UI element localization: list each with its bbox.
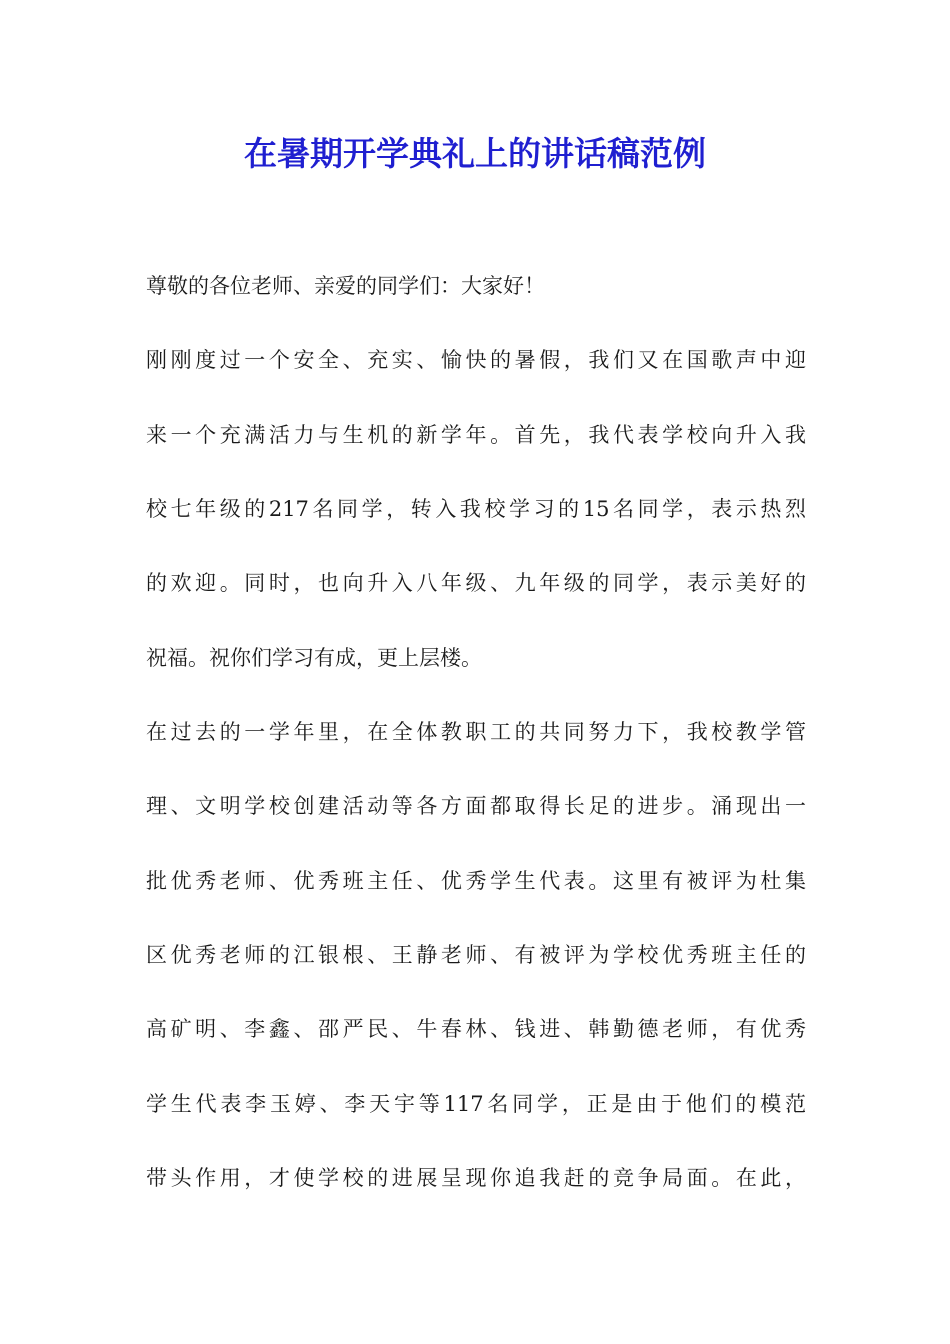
document-title: 在暑期开学典礼上的讲话稿范例 — [244, 134, 706, 173]
body-line: 高矿明、李鑫、邵严民、牛春林、钱进、韩勤德老师，有优秀 — [146, 1017, 806, 1041]
body-line: 来一个充满活力与生机的新学年。首先，我代表学校向升入我 — [146, 423, 806, 447]
body-line: 批优秀老师、优秀班主任、优秀学生代表。这里有被评为杜集 — [146, 869, 806, 893]
body-line: 刚刚度过一个安全、充实、愉快的暑假，我们又在国歌声中迎 — [146, 348, 806, 372]
salutation-line: 尊敬的各位老师、亲爱的同学们：大家好！ — [146, 274, 545, 298]
body-line: 学生代表李玉婷、李天宇等117名同学，正是由于他们的模范 — [146, 1092, 806, 1116]
body-line: 区优秀老师的江银根、王静老师、有被评为学校优秀班主任的 — [146, 943, 806, 967]
body-line: 的欢迎。同时，也向升入八年级、九年级的同学，表示美好的 — [146, 571, 806, 595]
body-line: 在过去的一学年里，在全体教职工的共同努力下，我校教学管 — [146, 720, 806, 744]
body-line: 校七年级的217名同学，转入我校学习的15名同学，表示热烈 — [146, 497, 806, 521]
body-line: 祝福。祝你们学习有成，更上层楼。 — [146, 646, 482, 670]
body-line: 带头作用，才使学校的进展呈现你追我赶的竞争局面。在此， — [146, 1166, 806, 1190]
body-line: 理、文明学校创建活动等各方面都取得长足的进步。涌现出一 — [146, 794, 806, 818]
